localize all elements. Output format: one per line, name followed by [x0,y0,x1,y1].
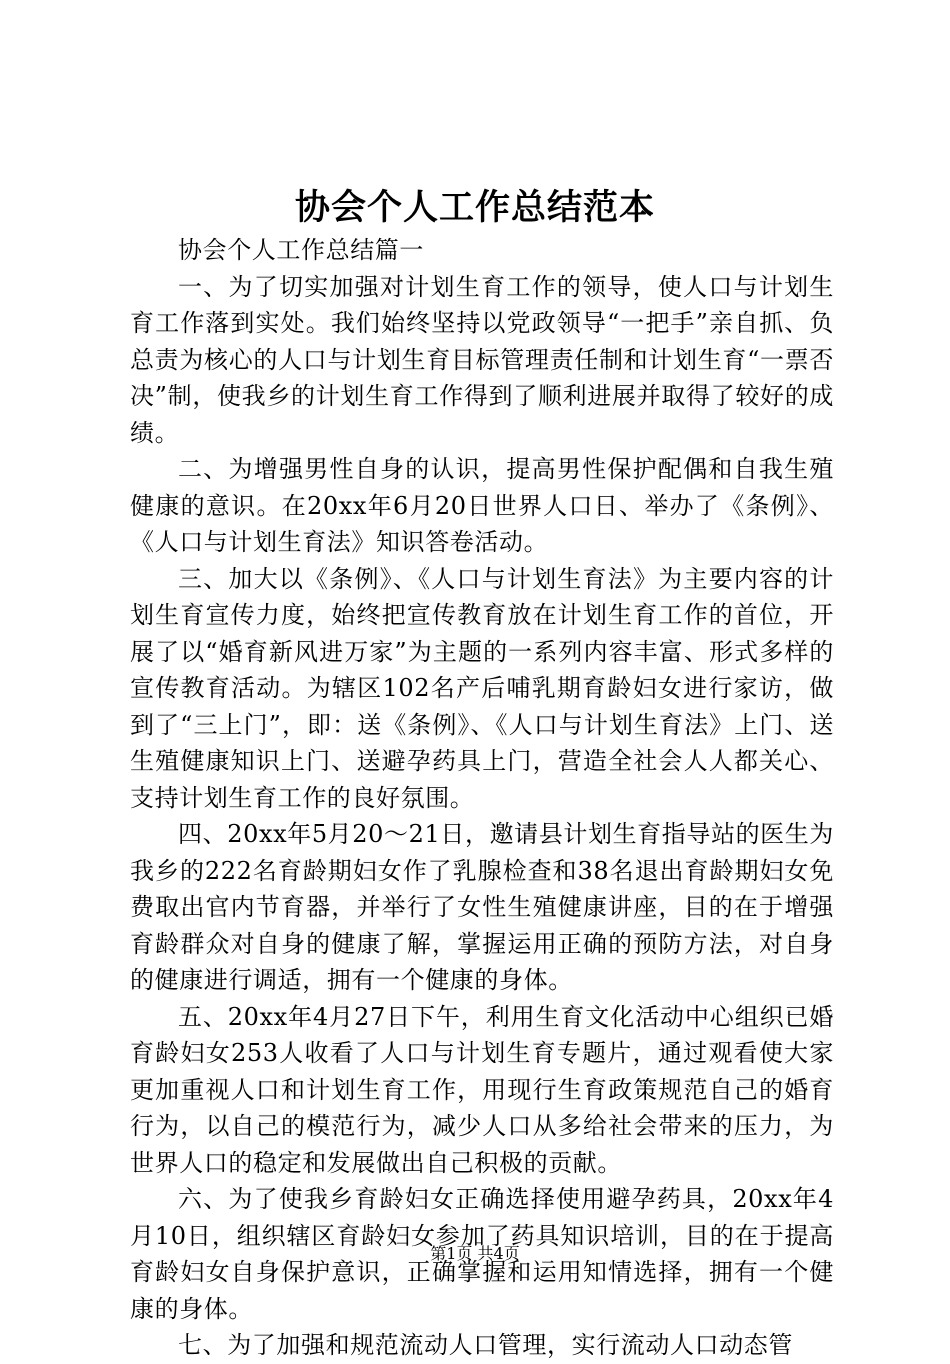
document-body [130,232,834,1364]
paragraph-section-heading: 协会个人工作总结篇一 [178,236,424,264]
paragraph-6: 六、为了使我乡育龄妇女正确选择使用避孕药具，20xx年4月10日，组织辖区育龄妇女参加了药具知识培训，目的在于提高育龄妇女自身保护意识，正确掌握和运用知情选择，拥有一个健康的身体。 [130,1185,834,1323]
paragraph-2: 二、为增强男性自身的认识，提高男性保护配偶和自我生殖健康的意识。在20xx年6月20日世界人口日、举办了《条例》、《人口与计划生育法》知识答卷活动。 [130,455,834,556]
paragraph-4: 四、20xx年5月20～21日，邀请县计划生育指导站的医生为我乡的222名育龄期妇女作了乳腺检查和38名退出育龄期妇女免费取出官内节育器，并举行了女性生殖健康讲座，目的在于增强育龄群众对自身的健康了解，掌握运用正确的预防方法，对自身的健康进行调适，拥有一个健康的身体。 [130,820,834,994]
document-title: 协会个人工作总结范本 [294,187,655,228]
paragraph-3: 三、加大以《条例》、《人口与计划生育法》为主要内容的计划生育宣传力度，始终把宣传教育放在计划生育工作的首位，开展了以“婚育新风进万家”为主题的一系列内容丰富、形式多样的宣传教育活动。为辖区102名产后哺乳期育龄妇女进行家访，做到了“三上门”，即：送《条例》、《人口与计划生育法》上门、送生殖健康知识上门、送避孕药具上门，营造全社会人人都关心、支持计划生育工作的良好氛围。 [130,564,834,812]
paragraph-5: 五、20xx年4月27日下午，利用生育文化活动中心组织已婚育龄妇女253人收看了人口与计划生育专题片，通过观看使大家更加重视人口和计划生育工作，用现行生育政策规范自己的婚育行为，以自己的模范行为，减少人口从多给社会带来的压力，为世界人口的稳定和发展做出自己积极的贡献。 [130,1002,834,1177]
page-number-footer: 第1页 共4页 [430,1244,520,1263]
paragraph-7: 七、为了加强和规范流动人口管理，实行流动人口动态管 [178,1331,793,1359]
paragraph-1: 一、为了切实加强对计划生育工作的领导，使人口与计划生育工作落到实处。我们始终坚持以党政领导“一把手”亲自抓、负总责为核心的人口与计划生育目标管理责任制和计划生育“一票否决”制，使我乡的计划生育工作得到了顺利进展并取得了较好的成绩。 [130,272,834,447]
